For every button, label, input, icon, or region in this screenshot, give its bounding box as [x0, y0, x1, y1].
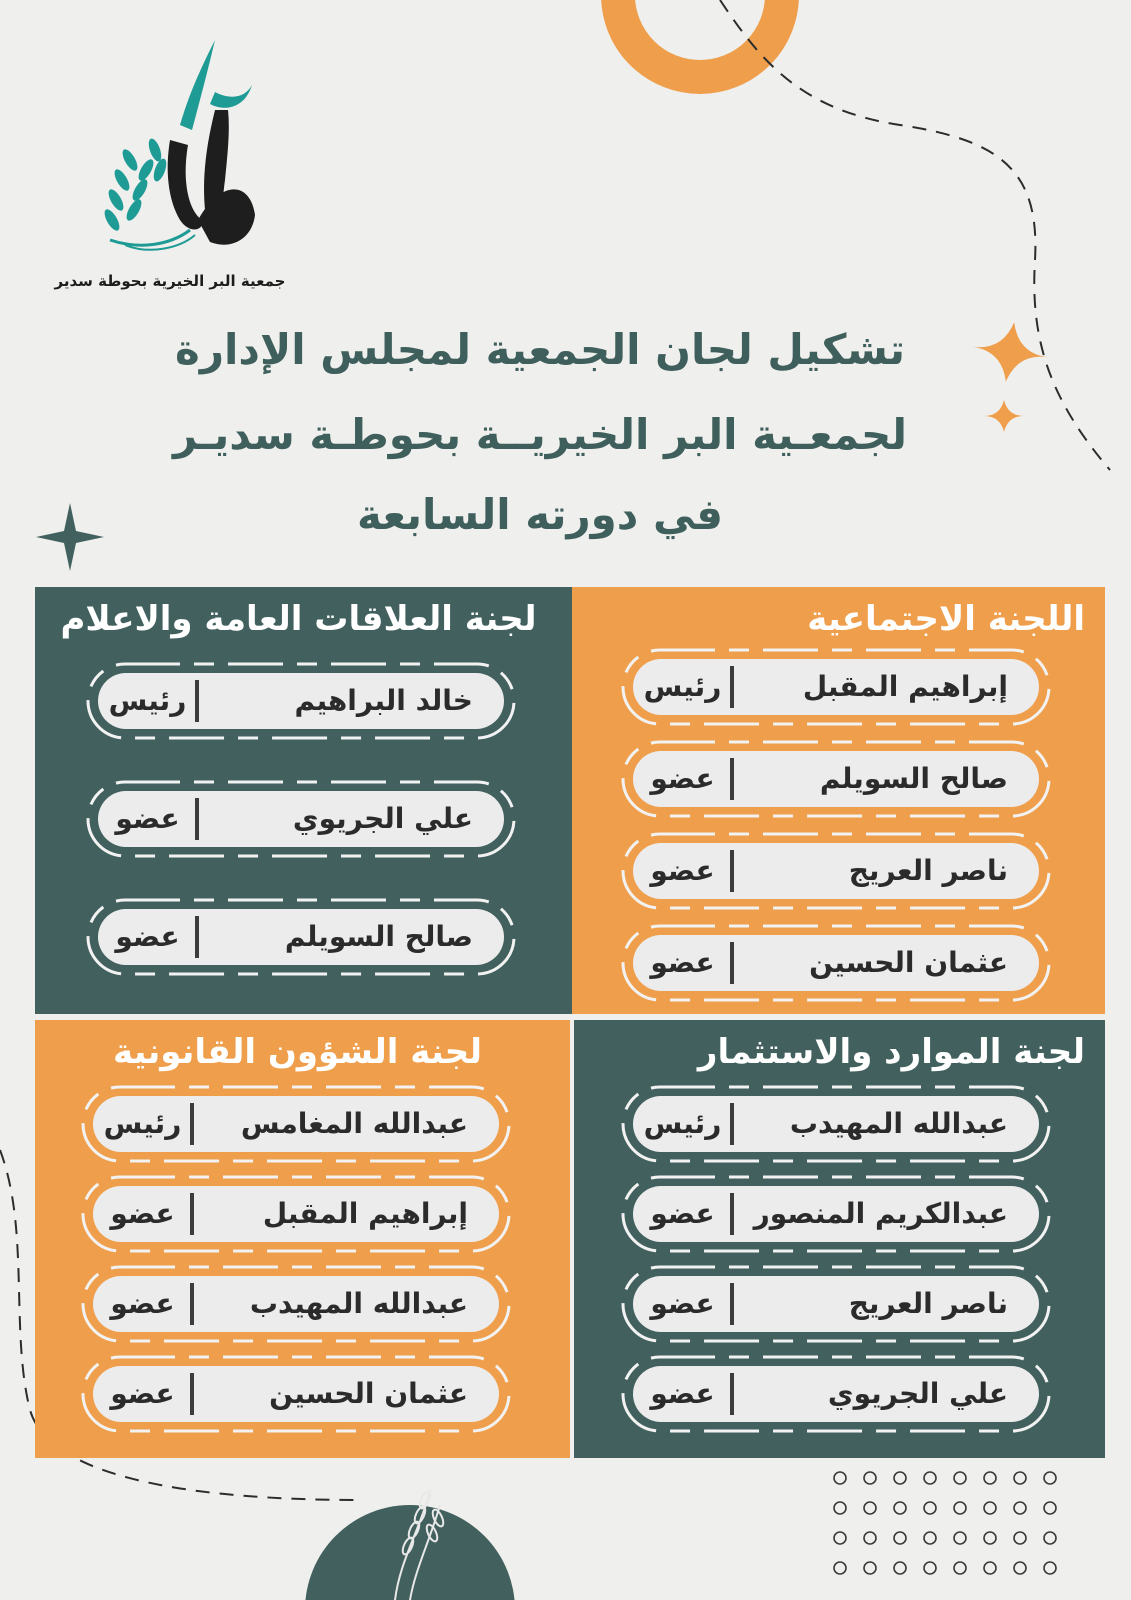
member-name: خالد البراهيم: [294, 684, 473, 717]
bottom-teal-circle-decoration: [305, 1505, 515, 1600]
role-separator: [730, 1193, 734, 1235]
member-row: [85, 898, 517, 976]
member-row: [620, 648, 1052, 726]
member-role: عضو: [650, 1287, 715, 1320]
member-role: عضو: [650, 1197, 715, 1230]
page-title-line2: لجمعـية البر الخيريــة بحوطـة سديـر: [172, 410, 908, 459]
role-separator: [190, 1103, 194, 1145]
member-role: رئيس: [103, 1107, 182, 1140]
role-separator: [730, 1283, 734, 1325]
role-separator: [190, 1373, 194, 1415]
role-separator: [190, 1283, 194, 1325]
member-role: عضو: [115, 920, 180, 953]
member-row: [80, 1085, 512, 1163]
role-separator: [195, 916, 199, 958]
role-separator: [730, 1103, 734, 1145]
logo-mark-icon: [30, 30, 320, 270]
role-separator: [195, 798, 199, 840]
logo-caption: جمعية البر الخيرية بحوطة سدير: [54, 272, 286, 290]
member-row: [620, 1085, 1052, 1163]
page-title-line1: تشكيل لجان الجمعية لمجلس الإدارة: [175, 325, 905, 374]
member-row: [620, 1355, 1052, 1433]
member-role: عضو: [650, 854, 715, 887]
member-role: رئيس: [108, 684, 187, 717]
member-name: صالح السويلم: [284, 920, 473, 953]
member-name: علي الجريوي: [292, 802, 473, 835]
teal-star-icon: [36, 503, 104, 571]
member-name: عثمان الحسين: [269, 1377, 468, 1410]
member-role: عضو: [110, 1287, 175, 1320]
member-role: عضو: [110, 1197, 175, 1230]
role-separator: [730, 666, 734, 708]
page-title-line3: في دورته السابعة: [357, 490, 723, 539]
member-row: [620, 1175, 1052, 1253]
member-name: عبدالله المغامس: [240, 1107, 468, 1140]
logo: [30, 30, 320, 310]
member-row: [620, 924, 1052, 1002]
role-separator: [730, 942, 734, 984]
committee-title: اللجنة الاجتماعية: [807, 599, 1085, 639]
member-role: عضو: [650, 762, 715, 795]
member-role: رئيس: [643, 1107, 722, 1140]
role-separator: [195, 680, 199, 722]
member-row: [620, 740, 1052, 818]
member-name: علي الجريوي: [827, 1377, 1008, 1410]
member-name: إبراهيم المقبل: [802, 670, 1008, 703]
committee-title: لجنة الشؤون القانونية: [113, 1032, 482, 1072]
member-row: [80, 1175, 512, 1253]
member-name: ناصر العريج: [848, 854, 1008, 887]
member-role: عضو: [115, 802, 180, 835]
member-row: [80, 1355, 512, 1433]
member-row: [85, 662, 517, 740]
member-role: عضو: [650, 946, 715, 979]
member-row: [85, 780, 517, 858]
member-name: عثمان الحسين: [809, 946, 1008, 979]
member-row: [80, 1265, 512, 1343]
member-name: ناصر العريج: [848, 1287, 1008, 1320]
role-separator: [730, 758, 734, 800]
role-separator: [730, 850, 734, 892]
member-name: عبدالكريم المنصور: [753, 1197, 1008, 1230]
orange-star-small-icon: [984, 400, 1024, 432]
orange-ring-decoration: [618, 0, 782, 77]
member-role: عضو: [110, 1377, 175, 1410]
orange-star-large-icon: [968, 317, 1052, 387]
member-name: عبدالله المهيدب: [249, 1287, 468, 1320]
member-name: إبراهيم المقبل: [262, 1197, 468, 1230]
member-role: عضو: [650, 1377, 715, 1410]
circle-grid-decoration: [834, 1472, 1056, 1574]
role-separator: [730, 1373, 734, 1415]
member-row: [620, 832, 1052, 910]
member-role: رئيس: [643, 670, 722, 703]
member-name: عبدالله المهيدب: [789, 1107, 1008, 1140]
role-separator: [190, 1193, 194, 1235]
member-row: [620, 1265, 1052, 1343]
committee-title: لجنة العلاقات العامة والاعلام: [60, 599, 537, 639]
dashed-curve-decoration: [720, 0, 1110, 470]
member-name: صالح السويلم: [819, 762, 1008, 795]
committee-title: لجنة الموارد والاستثمار: [697, 1032, 1085, 1072]
